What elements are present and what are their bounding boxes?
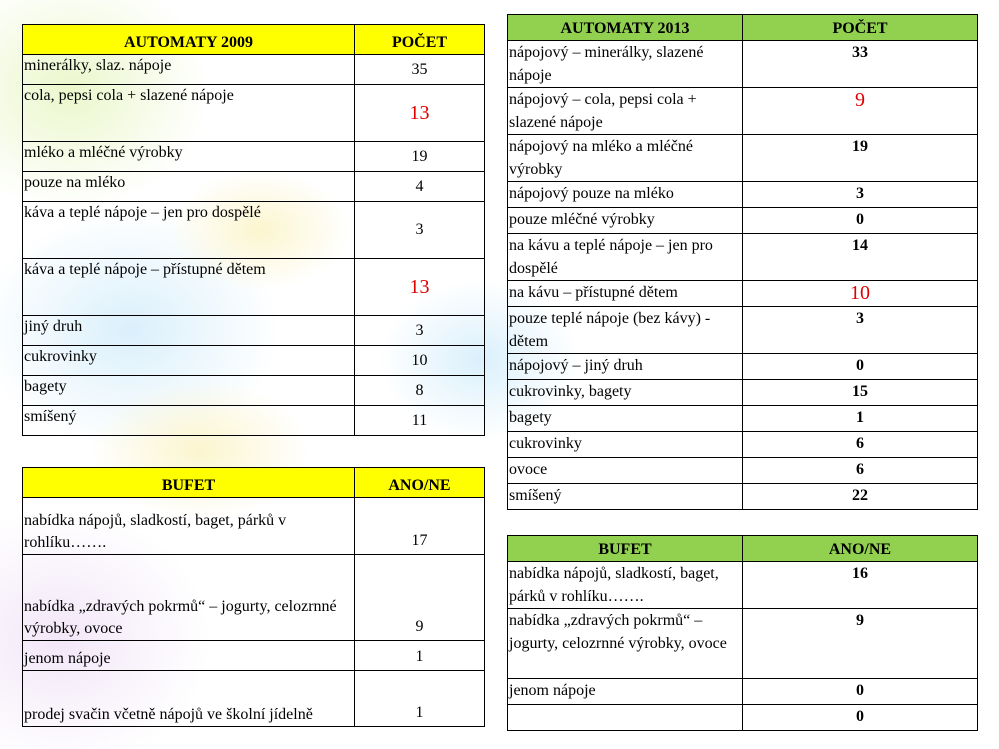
header-ano-ne: ANO/NE: [355, 468, 485, 498]
table-row: [23, 641, 485, 671]
automaty-2009-table: [22, 24, 485, 436]
row-value: 11: [355, 406, 485, 436]
row-value: 22: [743, 484, 978, 510]
table-row: [23, 172, 485, 202]
bufet-2013-table: [507, 535, 978, 731]
table-row: [23, 346, 485, 376]
row-value: 0: [743, 208, 978, 234]
table-row: [23, 498, 485, 555]
row-value: 14: [743, 234, 978, 281]
row-value: 1: [355, 641, 485, 671]
row-label: pouze teplé nápoje (bez kávy) - dětem: [508, 307, 743, 354]
row-value: 1: [743, 406, 978, 432]
row-value: 3: [743, 182, 978, 208]
row-value: 10: [743, 281, 978, 307]
table-row: [508, 458, 978, 484]
row-label: ovoce: [508, 458, 743, 484]
table-row: [23, 85, 485, 142]
row-label: pouze na mléko: [23, 172, 355, 202]
table-row: [508, 281, 978, 307]
automaty-2013-table: [507, 14, 978, 510]
header-bufet: BUFET: [508, 536, 743, 562]
table-row: [508, 484, 978, 510]
row-label: pouze mléčné výrobky: [508, 208, 743, 234]
table-row: [23, 316, 485, 346]
header-automaty-2013: AUTOMATY 2013: [508, 15, 743, 41]
table-row: [508, 208, 978, 234]
row-label: jiný druh: [23, 316, 355, 346]
table-row: [23, 142, 485, 172]
row-value: 3: [355, 202, 485, 259]
row-label: nabídka „zdravých pokrmů“ – jogurty, celozrnné výrobky, ovoce: [23, 555, 355, 641]
row-value: 3: [355, 316, 485, 346]
row-label: na kávu a teplé nápoje – jen pro dospělé: [508, 234, 743, 281]
table-row: [508, 432, 978, 458]
row-value: 35: [355, 55, 485, 85]
row-label: bagety: [23, 376, 355, 406]
row-label: bagety: [508, 406, 743, 432]
row-label: nápojový – minerálky, slazené nápoje: [508, 41, 743, 88]
row-label: smíšený: [508, 484, 743, 510]
row-value: 9: [743, 88, 978, 135]
header-automaty-2009: AUTOMATY 2009: [23, 25, 355, 55]
row-label: smíšený: [23, 406, 355, 436]
row-label: nápojový na mléko a mléčné výrobky: [508, 135, 743, 182]
row-value: 16: [743, 562, 978, 609]
row-label: jenom nápoje: [23, 641, 355, 671]
row-label: cukrovinky, bagety: [508, 380, 743, 406]
header-pocet: POČET: [355, 25, 485, 55]
row-label: minerálky, slaz. nápoje: [23, 55, 355, 85]
table-row: [23, 202, 485, 259]
table-row: [508, 234, 978, 281]
header-bufet: BUFET: [23, 468, 355, 498]
table-row: [508, 182, 978, 208]
row-value: 3: [743, 307, 978, 354]
row-label: nápojový – cola, pepsi cola + slazené nápoje: [508, 88, 743, 135]
row-label: nápojový pouze na mléko: [508, 182, 743, 208]
row-label: cukrovinky: [23, 346, 355, 376]
row-value: 0: [743, 354, 978, 380]
table-row: [508, 679, 978, 705]
row-label: cukrovinky: [508, 432, 743, 458]
row-label: [508, 705, 743, 731]
table-row: [23, 376, 485, 406]
row-value: 6: [743, 458, 978, 484]
table-row: [508, 41, 978, 88]
table-row: [508, 705, 978, 731]
row-value: 9: [355, 555, 485, 641]
table-row: [508, 562, 978, 609]
table-row: [23, 259, 485, 316]
bufet-2009-table: [22, 467, 485, 727]
row-value: 15: [743, 380, 978, 406]
row-label: nápojový – jiný druh: [508, 354, 743, 380]
row-label: prodej svačin včetně nápojů ve školní jídelně: [23, 671, 355, 727]
table-row: [23, 55, 485, 85]
row-value: 1: [355, 671, 485, 727]
row-value: 0: [743, 679, 978, 705]
row-value: 19: [743, 135, 978, 182]
row-label: mléko a mléčné výrobky: [23, 142, 355, 172]
row-value: 6: [743, 432, 978, 458]
table-row: [508, 307, 978, 354]
table-row: [508, 406, 978, 432]
row-value: 0: [743, 705, 978, 731]
header-ano-ne: ANO/NE: [743, 536, 978, 562]
row-value: 13: [355, 85, 485, 142]
row-label: nabídka nápojů, sladkostí, baget, párků v rohlíku…….: [508, 562, 743, 609]
row-value: 33: [743, 41, 978, 88]
table-row: [508, 88, 978, 135]
row-value: 19: [355, 142, 485, 172]
table-row: [508, 135, 978, 182]
header-pocet: POČET: [743, 15, 978, 41]
row-label: na kávu – přístupné dětem: [508, 281, 743, 307]
table-row: [23, 406, 485, 436]
row-label: káva a teplé nápoje – jen pro dospělé: [23, 202, 355, 259]
row-label: nabídka „zdravých pokrmů“ – jogurty, celozrnné výrobky, ovoce: [508, 609, 743, 679]
table-row: [23, 555, 485, 641]
row-value: 10: [355, 346, 485, 376]
row-label: káva a teplé nápoje – přístupné dětem: [23, 259, 355, 316]
row-value: 9: [743, 609, 978, 679]
row-label: jenom nápoje: [508, 679, 743, 705]
table-row: [508, 609, 978, 679]
row-label: nabídka nápojů, sladkostí, baget, párků v rohlíku…….: [23, 498, 355, 555]
row-value: 8: [355, 376, 485, 406]
row-value: 4: [355, 172, 485, 202]
table-row: [508, 354, 978, 380]
table-row: [23, 671, 485, 727]
row-value: 13: [355, 259, 485, 316]
row-value: 17: [355, 498, 485, 555]
row-label: cola, pepsi cola + slazené nápoje: [23, 85, 355, 142]
table-row: [508, 380, 978, 406]
